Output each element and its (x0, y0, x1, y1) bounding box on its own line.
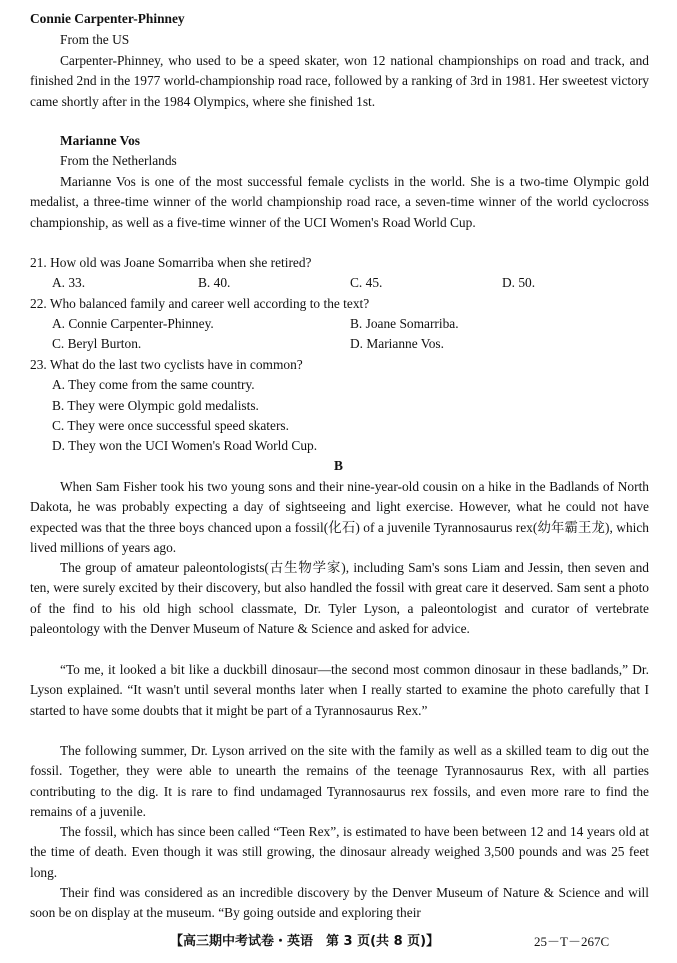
question-22-option-c: C. Beryl Burton. (52, 336, 142, 351)
question-21-option-a: A. 33. (52, 275, 86, 290)
question-21-option-d: D. 50. (502, 275, 536, 290)
passage-b-paragraph-1: When Sam Fisher took his two young sons and their nine-year-old cousin on a hike in the Badlands of North Dakota, he was probably expecting a day of sightseeing and light exercise. However, what he could not have expected was that the three boys chanced upon a fossil(化石) of a juvenile Tyrannosaurus rex(幼年霸王龙), which lived millions of years ago. (30, 479, 649, 555)
footer-code: 25－T－267C (534, 934, 610, 949)
question-22-option-b: B. Joane Somarriba. (350, 316, 459, 331)
question-21-option-b: B. 40. (198, 275, 231, 290)
question-23-option-b: B. They were Olympic gold medalists. (52, 398, 259, 413)
cyclist-bio-marianne: Marianne Vos is one of the most successful female cyclists in the world. She is a two-time Olympic gold medalist, a three-time winner of the world championship road race, a seven-time winner of the world cyclocross championship, as well as a five-time winner of the UCI Women's Road World Cup. (30, 174, 649, 230)
question-21-option-c: C. 45. (350, 275, 383, 290)
question-21-stem: 21. How old was Joane Somarriba when she retired? (30, 255, 312, 270)
question-23-option-d: D. They won the UCI Women's Road World Cup. (52, 438, 318, 453)
question-23-option-c: C. They were once successful speed skaters. (52, 418, 289, 433)
cyclist-origin-marianne: From the Netherlands (60, 153, 177, 168)
passage-b-paragraph-2: The group of amateur paleontologists(古生物学家), including Sam's sons Liam and Jessin, then seven and ten, were surely excited by their discovery, but also handled the fossil with great care it deserved. Sam sent a photo of the find to his old high school classmate, Dr. Tyler Lyson, a paleontologist and curator of vertebrate paleontology with the Denver Museum of Nature & Science and asked for advice. (30, 560, 649, 636)
footer-title: 【高三期中考试卷・英语 第 3 页(共 8 页)】 (170, 934, 440, 949)
passage-b-paragraph-5: The fossil, which has since been called “Teen Rex”, is estimated to have been between 12 and 14 years old at the time of death. Even though it was still growing, the dinosaur already weighed 3,500 pounds and was 25 feet long. (30, 824, 649, 880)
question-22-option-d: D. Marianne Vos. (350, 336, 444, 351)
cyclist-bio-connie: Carpenter-Phinney, who used to be a speed skater, won 12 national championships on road and track, and finished 2nd in the 1977 world-championship road race, followed by a ranking of 3rd in 1981. Her sweetest victory came shortly after in the 1984 Olympics, where she finished 1st. (30, 53, 649, 109)
cyclist-name-marianne: Marianne Vos (60, 133, 140, 148)
question-22-stem: 22. Who balanced family and career well according to the text? (30, 296, 370, 311)
question-23-option-a: A. They come from the same country. (52, 377, 255, 392)
cyclist-origin-connie: From the US (60, 32, 130, 47)
passage-b-paragraph-6: Their find was considered as an incredible discovery by the Denver Museum of Nature & Science and will soon be on display at the museum. “By going outside and exploring their (30, 885, 649, 921)
passage-b-paragraph-3: “To me, it looked a bit like a duckbill dinosaur—the second most common dinosaur in these badlands,” Dr. Lyson explained. “It wasn't until several months later when I really started to examine the photo carefully that I started to have some doubts that it might be part of a Tyrannosaurus Rex.” (30, 662, 649, 718)
question-23-stem: 23. What do the last two cyclists have in common? (30, 357, 303, 372)
question-22-option-a: A. Connie Carpenter-Phinney. (52, 316, 214, 331)
cyclist-name-connie: Connie Carpenter-Phinney (30, 11, 185, 26)
section-b-heading: B (334, 458, 343, 473)
passage-b-paragraph-4: The following summer, Dr. Lyson arrived on the site with the family as well as a skilled team to dig out the fossil. Together, they were able to unearth the remains of the teenage Tyrannosaurus Rex, with all parties contributing to the dig. It is rare to find undamaged Tyrannosaurus rex fossils, and even more rare to find the remains of a juvenile. (30, 743, 649, 819)
